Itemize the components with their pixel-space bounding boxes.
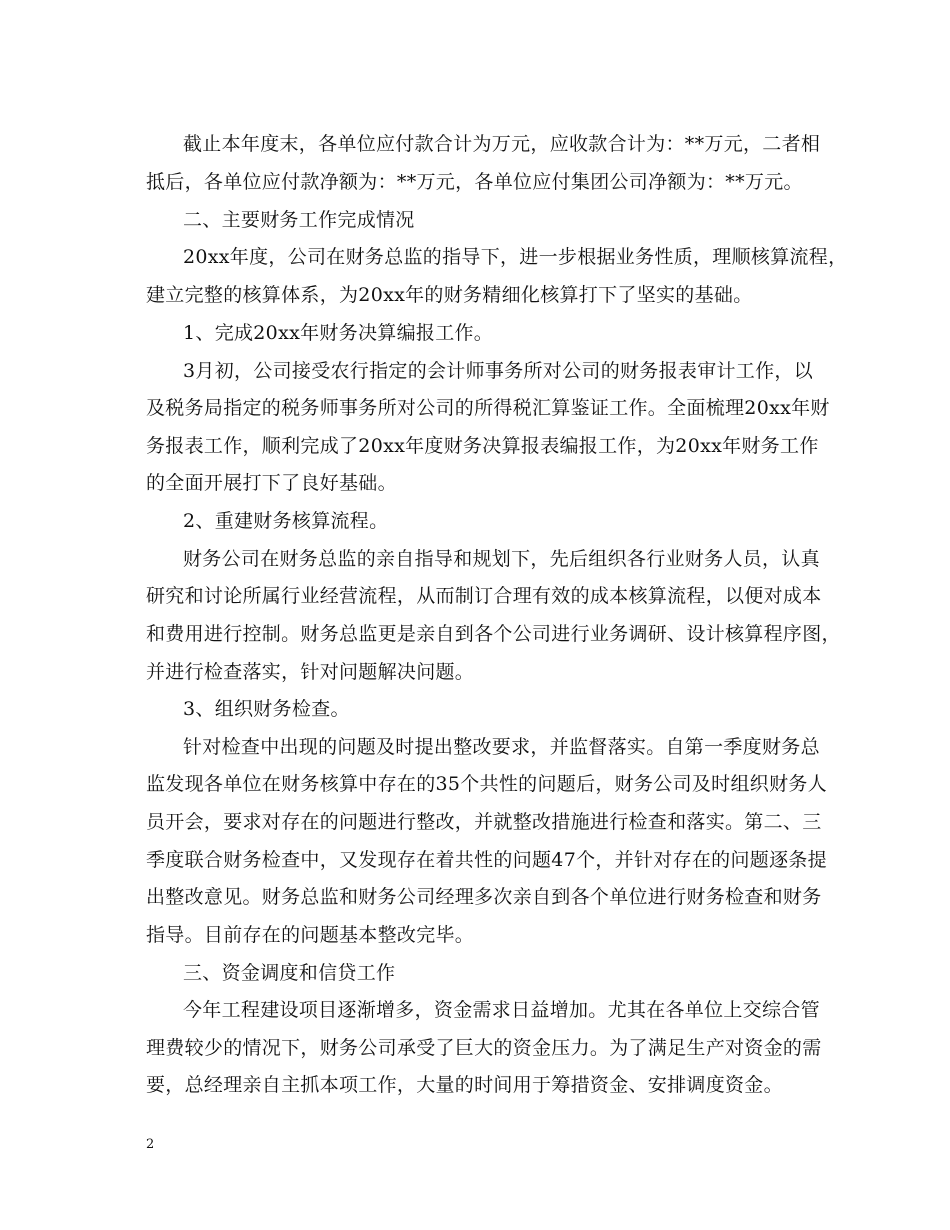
text-line: 针对检查中出现的问题及时提出整改要求，并监督落实。自第一季度财务总 xyxy=(183,736,820,758)
subsection-heading: 2、重建财务核算流程。 xyxy=(183,510,389,532)
text-line: 理费较少的情况下，财务公司承受了巨大的资金压力。为了满足生产对资金的需 xyxy=(146,1037,822,1059)
section-heading: 二、主要财务工作完成情况 xyxy=(183,209,415,231)
page-number: 2 xyxy=(146,1137,155,1152)
text-line: 出整改意见。财务总监和财务公司经理多次亲自到各个单位进行财务检查和财务 xyxy=(146,886,822,908)
text-line: 财务公司在财务总监的亲自指导和规划下，先后组织各行业财务人员，认真 xyxy=(183,548,820,570)
text-line: 截止本年度末，各单位应付款合计为万元，应收款合计为：**万元，二者相 xyxy=(183,133,821,155)
text-line: 建立完整的核算体系，为20xx年的财务精细化核算打下了坚实的基础。 xyxy=(146,284,753,306)
text-line: 监发现各单位在财务核算中存在的35个共性的问题后，财务公司及时组织财务人 xyxy=(146,773,827,795)
subsection-heading: 1、完成20xx年财务决算编报工作。 xyxy=(183,322,494,344)
text-line: 员开会，要求对存在的问题进行整改，并就整改措施进行检查和落实。第二、三 xyxy=(146,811,822,833)
text-line: 并进行检查落实，针对问题解决问题。 xyxy=(146,661,475,683)
text-line: 3月初，公司接受农行指定的会计师事务所对公司的财务报表审计工作，以 xyxy=(183,360,813,382)
text-line: 和费用进行控制。财务总监更是亲自到各个公司进行业务调研、设计核算程序图， xyxy=(146,623,841,645)
text-line: 抵后，各单位应付款净额为：**万元，各单位应付集团公司净额为：**万元。 xyxy=(146,171,803,193)
subsection-heading: 3、组织财务检查。 xyxy=(183,698,350,720)
section-heading: 三、资金调度和信贷工作 xyxy=(183,962,396,984)
text-line: 务报表工作，顺利完成了20xx年度财务决算报表编报工作，为20xx年财务工作 xyxy=(146,435,819,457)
text-line: 季度联合财务检查中，又发现存在着共性的问题47个，并针对存在的问题逐条提 xyxy=(146,849,827,871)
text-line: 今年工程建设项目逐渐增多，资金需求日益增加。尤其在各单位上交综合管 xyxy=(183,999,820,1021)
text-line: 的全面开展打下了良好基础。 xyxy=(146,472,397,494)
text-line: 研究和讨论所属行业经营流程，从而制订合理有效的成本核算流程，以便对成本 xyxy=(146,585,822,607)
text-line: 要，总经理亲自主抓本项工作，大量的时间用于筹措资金、安排调度资金。 xyxy=(146,1074,783,1096)
text-line: 20xx年度，公司在财务总监的指导下，进一步根据业务性质，理顺核算流程， xyxy=(183,246,848,268)
text-line: 指导。目前存在的问题基本整改完毕。 xyxy=(146,924,475,946)
text-line: 及税务局指定的税务师事务所对公司的所得税汇算鉴证工作。全面梳理20xx年财 xyxy=(146,397,830,419)
